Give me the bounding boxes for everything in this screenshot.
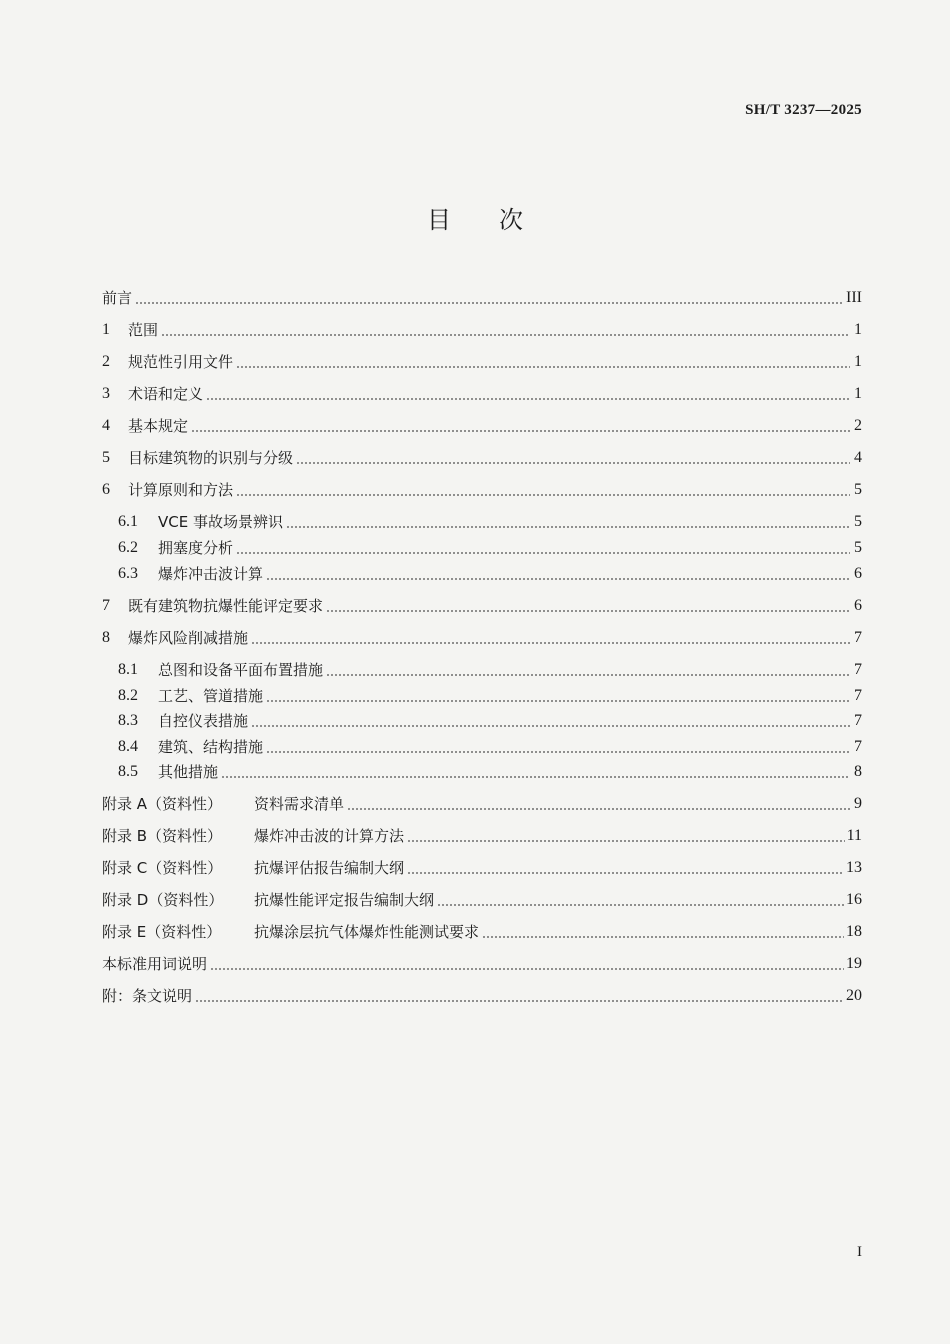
- toc-entry-appendix-b[interactable]: [102, 822, 862, 846]
- toc-entry-label: 范围: [128, 321, 159, 339]
- toc-entry-8[interactable]: [102, 624, 862, 648]
- dot-leader: [221, 776, 850, 778]
- toc-entry-page: 5: [854, 481, 862, 498]
- dot-leader: [251, 642, 850, 644]
- toc-entry-page: 7: [854, 687, 862, 704]
- toc-entry-number: 8.1: [118, 661, 138, 678]
- toc-entry-6[interactable]: [102, 476, 862, 500]
- toc-entry-page: 16: [846, 891, 862, 908]
- toc-entry-page: 2: [854, 417, 862, 434]
- toc-entry-page: 19: [846, 955, 862, 972]
- toc-appendix-tag: 附录 C（资料性）: [102, 859, 223, 877]
- dot-leader: [191, 430, 850, 432]
- toc-entry-label: 抗爆评估报告编制大纲: [254, 859, 405, 877]
- toc-entry-label: 本标准用词说明: [102, 955, 208, 973]
- toc-entry-label: 总图和设备平面布置措施: [158, 661, 324, 679]
- toc-entry-page: 5: [854, 539, 862, 556]
- dot-leader: [347, 808, 850, 810]
- page-folio: I: [857, 1244, 862, 1260]
- toc-entry-label: 附：条文说明: [102, 987, 193, 1005]
- toc-entry-page: 13: [846, 859, 862, 876]
- dot-leader: [407, 872, 844, 874]
- toc-entry-page: 6: [854, 565, 862, 582]
- dot-leader: [210, 968, 844, 970]
- toc-appendix-tag: 附录 A（资料性）: [102, 795, 223, 813]
- toc-entry-label: 资料需求清单: [254, 795, 345, 813]
- toc-entry-label: 计算原则和方法: [128, 481, 234, 499]
- dot-leader: [266, 751, 850, 753]
- toc-entry-page: 7: [854, 661, 862, 678]
- toc-entry-label: 目标建筑物的识别与分级: [128, 449, 294, 467]
- dot-leader: [236, 552, 850, 554]
- toc-entry-label: 既有建筑物抗爆性能评定要求: [128, 597, 324, 615]
- standard-code: SH/T 3237—2025: [745, 102, 862, 118]
- toc-entry-page: 7: [854, 738, 862, 755]
- dot-leader: [135, 302, 844, 304]
- toc-entry-label: 前言: [102, 289, 133, 307]
- toc-entry-number: 3: [102, 385, 110, 402]
- dot-leader: [251, 725, 850, 727]
- toc-entry-page: 9: [854, 795, 862, 812]
- toc-entry-label: 术语和定义: [128, 385, 204, 403]
- toc-entry-label: VCE 事故场景辨识: [158, 513, 283, 531]
- toc-entry-label: 抗爆涂层抗气体爆炸性能测试要求: [254, 923, 480, 941]
- toc-entry-page: 11: [846, 827, 862, 844]
- toc-entry-page: III: [846, 289, 862, 306]
- dot-leader: [326, 610, 850, 612]
- toc-appendix-tag: 附录 E（资料性）: [102, 923, 222, 941]
- toc-entry-number: 6: [102, 481, 110, 498]
- dot-leader: [326, 674, 850, 676]
- dot-leader: [161, 334, 850, 336]
- toc-entry-label: 爆炸冲击波的计算方法: [254, 827, 405, 845]
- toc-entry-explanation[interactable]: [102, 982, 862, 1006]
- toc-entry-foreword[interactable]: [102, 284, 862, 308]
- toc-entry-number: 2: [102, 353, 110, 370]
- toc-entry-number: 6.3: [118, 565, 138, 582]
- dot-leader: [266, 578, 850, 580]
- toc-entry-label: 其他措施: [158, 763, 219, 781]
- toc-entry-page: 5: [854, 513, 862, 530]
- toc-entry-number: 8: [102, 629, 110, 646]
- toc-entry-6-1[interactable]: [118, 508, 862, 532]
- toc-entry-label: 爆炸风险削减措施: [128, 629, 249, 647]
- toc-entry-number: 6.2: [118, 539, 138, 556]
- toc-entry-number: 5: [102, 449, 110, 466]
- toc-entry-label: 基本规定: [128, 417, 189, 435]
- toc-entry-terminology[interactable]: [102, 950, 862, 974]
- toc-entry-number: 8.2: [118, 687, 138, 704]
- toc-entry-number: 6.1: [118, 513, 138, 530]
- toc-entry-8-1[interactable]: [118, 656, 862, 680]
- toc-entry-number: 8.4: [118, 738, 138, 755]
- toc-entry-number: 8.3: [118, 712, 138, 729]
- dot-leader: [266, 700, 850, 702]
- toc-entry-label: 抗爆性能评定报告编制大纲: [254, 891, 435, 909]
- toc-entry-page: 4: [854, 449, 862, 466]
- toc-entry-1[interactable]: [102, 316, 862, 340]
- toc-entry-page: 1: [854, 321, 862, 338]
- toc-entry-2[interactable]: [102, 348, 862, 372]
- toc-entry-label: 工艺、管道措施: [158, 687, 264, 705]
- toc-appendix-tag: 附录 D（资料性）: [102, 891, 224, 909]
- toc-entry-number: 4: [102, 417, 110, 434]
- toc-entry-page: 6: [854, 597, 862, 614]
- dot-leader: [296, 462, 850, 464]
- toc-entry-number: 1: [102, 321, 110, 338]
- toc-entry-6-2[interactable]: [118, 534, 862, 558]
- toc-entry-8-4[interactable]: [118, 733, 862, 757]
- toc-entry-8-5[interactable]: [118, 758, 862, 782]
- dot-leader: [236, 494, 850, 496]
- dot-leader: [407, 840, 845, 842]
- toc-entry-4[interactable]: [102, 412, 862, 436]
- toc-entry-6-3[interactable]: [118, 560, 862, 584]
- toc-entry-number: 7: [102, 597, 110, 614]
- toc-entry-label: 自控仪表措施: [158, 712, 249, 730]
- toc-entry-label: 爆炸冲击波计算: [158, 565, 264, 583]
- dot-leader: [236, 366, 850, 368]
- toc-entry-page: 20: [846, 987, 862, 1004]
- toc-entry-appendix-a[interactable]: [102, 790, 862, 814]
- toc-entry-page: 7: [854, 712, 862, 729]
- dot-leader: [195, 1000, 844, 1002]
- toc-entry-page: 7: [854, 629, 862, 646]
- toc-entry-appendix-e[interactable]: [102, 918, 862, 942]
- toc-entry-page: 18: [846, 923, 862, 940]
- dot-leader: [482, 936, 844, 938]
- toc-entry-label: 规范性引用文件: [128, 353, 234, 371]
- page-title: 目次: [427, 206, 571, 234]
- dot-leader: [286, 526, 850, 528]
- toc-entry-7[interactable]: [102, 592, 862, 616]
- toc-appendix-tag: 附录 B（资料性）: [102, 827, 223, 845]
- dot-leader: [206, 398, 850, 400]
- toc-entry-8-3[interactable]: [118, 707, 862, 731]
- toc-entry-appendix-c[interactable]: [102, 854, 862, 878]
- toc-entry-5[interactable]: [102, 444, 862, 468]
- toc-entry-page: 1: [854, 385, 862, 402]
- dot-leader: [437, 904, 844, 906]
- toc-entry-8-2[interactable]: [118, 682, 862, 706]
- toc-entry-label: 拥塞度分析: [158, 539, 234, 557]
- toc-entry-number: 8.5: [118, 763, 138, 780]
- toc-entry-page: 1: [854, 353, 862, 370]
- toc-entry-label: 建筑、结构措施: [158, 738, 264, 756]
- toc-entry-page: 8: [854, 763, 862, 780]
- toc-entry-3[interactable]: [102, 380, 862, 404]
- toc-entry-appendix-d[interactable]: [102, 886, 862, 910]
